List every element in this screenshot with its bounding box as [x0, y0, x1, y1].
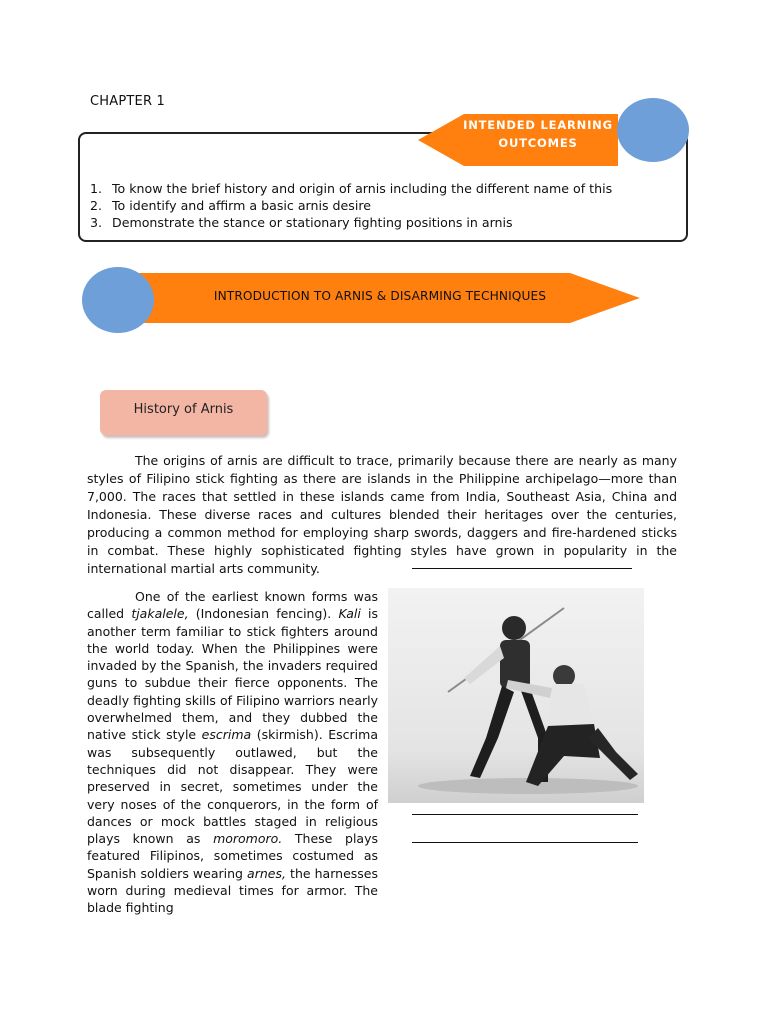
section-heading: History of Arnis [133, 402, 234, 417]
martial-arts-photo [388, 588, 644, 803]
learning-outcomes-title: INTENDED LEARNING OUTCOMES [463, 118, 613, 150]
decorative-circle [617, 98, 689, 162]
paragraph: The origins of arnis are difficult to trace, primarily because there are nearly as many styles of Filipino stick fighting as there are islands in the Philippine archipelago—more than 7,000. The races that settled in these islands came from India, Southeast Asia, China and Indonesia. These diverse races and cultures blended their heritages over the centuries, producing a common method for employing sharp swords, daggers and fire-hardened sticks in combat. These highly sophisticated fighting styles have grown in popularity in the international martial arts community. [87, 453, 677, 576]
list-item: 2. To identify and affirm a basic arnis desire [90, 198, 371, 213]
learning-outcomes-list [90, 180, 612, 231]
list-item: 1. To know the brief history and origin of arnis including the different name of this [90, 181, 613, 196]
decorative-circle [82, 267, 154, 333]
paragraph: One of the earliest known forms was called tjakalele, (Indonesian fencing). Kali is another term familiar to stick fighters around the world today. When the Philippines were invaded by the Spanish, the invaders required guns to subdue their fierce opponents. The deadly fighting skills of Filipino warriors nearly overwhelmed them, and they dubbed the native stick style escrima (skirmish). Escrima was subsequently outlawed, but the techniques did not disappear. They were preserved in secret, sometimes under the very noses of the conquerors, in the form of dances or mock battles staged in religious plays known as moromoro. These plays featured Filipinos, sometimes costumed as Spanish soldiers wearing arnes, the harnesses worn during medieval times for armor. The blade fighting [87, 589, 379, 916]
chapter-heading: CHAPTER 1 [90, 94, 165, 109]
intro-title: INTRODUCTION TO ARNIS & DISARMING TECHNIQUES [213, 289, 547, 303]
list-item: 3. Demonstrate the stance or stationary fighting positions in arnis [90, 215, 513, 230]
